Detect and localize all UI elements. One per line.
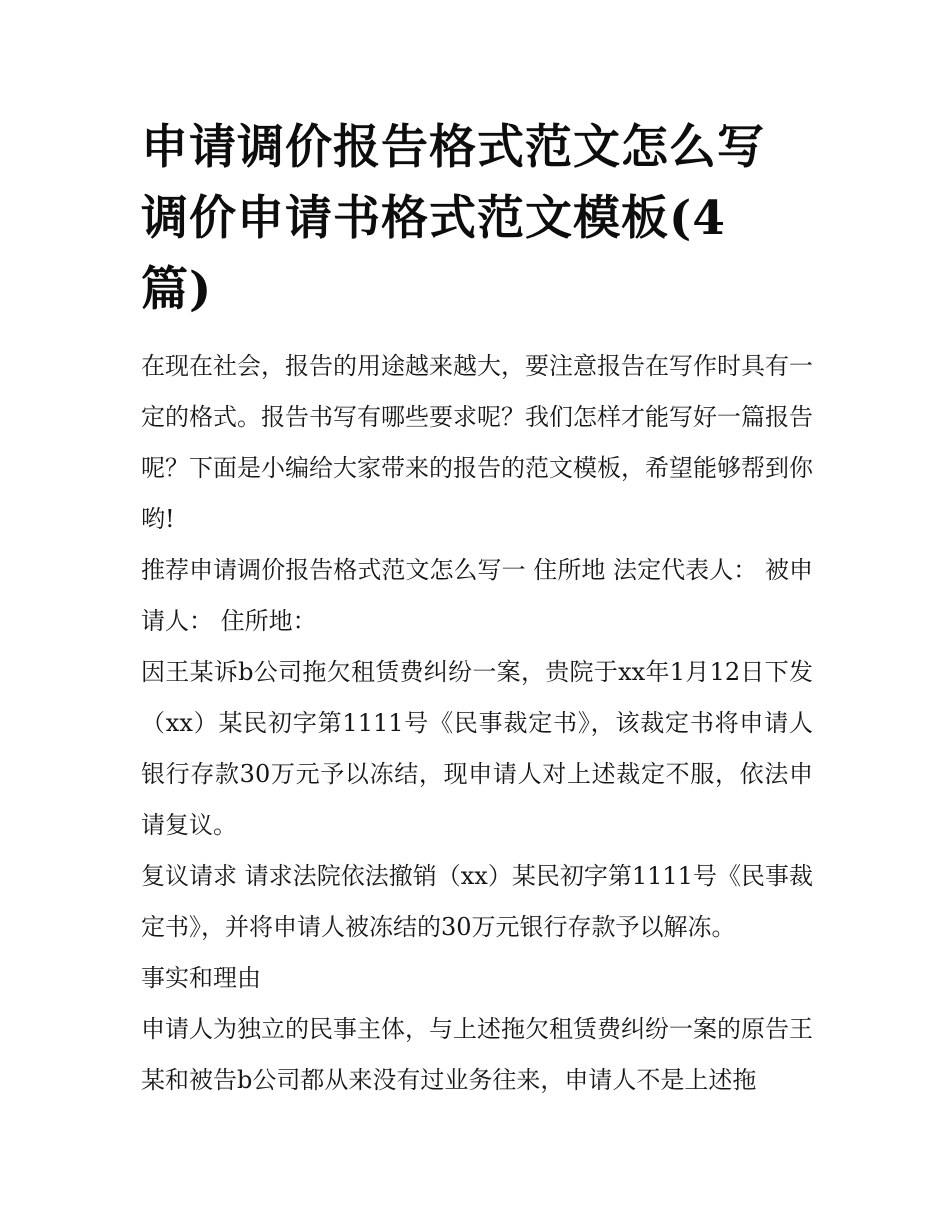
section-heading-facts: 事实和理由 — [141, 964, 261, 992]
intro-paragraph: 在现在社会，报告的用途越来越大，要注意报告在写作时具有一定的格式。报告书写有哪些要求呢？我们怎样才能写好一篇报告呢？下面是小编给大家带来的报告的范文模板，希望能够帮到你哟! — [141, 352, 813, 533]
request-paragraph: 复议请求 请求法院依法撤销（xx）某民初字第1111号《民事裁定书》，并将申请人被冻结的30万元银行存款予以解冻。 — [141, 862, 813, 941]
parties-paragraph: 推荐申请调价报告格式范文怎么写一 住所地 法定代表人： 被申请人： 住所地： — [141, 556, 813, 635]
document-title — [141, 112, 813, 325]
title-line-3: 篇) — [141, 262, 213, 317]
case-background-paragraph: 因王某诉b公司拖欠租赁费纠纷一案，贵院于xx年1月12日下发（xx）某民初字第1111号《民事裁定书》，该裁定书将申请人银行存款30万元予以冻结，现申请人对上述裁定不服，依法申请复议。 — [141, 658, 813, 839]
title-line-1: 申请调价报告格式范文怎么写 — [141, 120, 765, 175]
title-line-2: 调价申请书格式范文模板(4 — [141, 191, 726, 246]
facts-paragraph: 申请人为独立的民事主体，与上述拖欠租赁费纠纷一案的原告王某和被告b公司都从来没有过业务往来，申请人不是上述拖 — [141, 1015, 813, 1094]
document-body — [141, 112, 813, 1106]
